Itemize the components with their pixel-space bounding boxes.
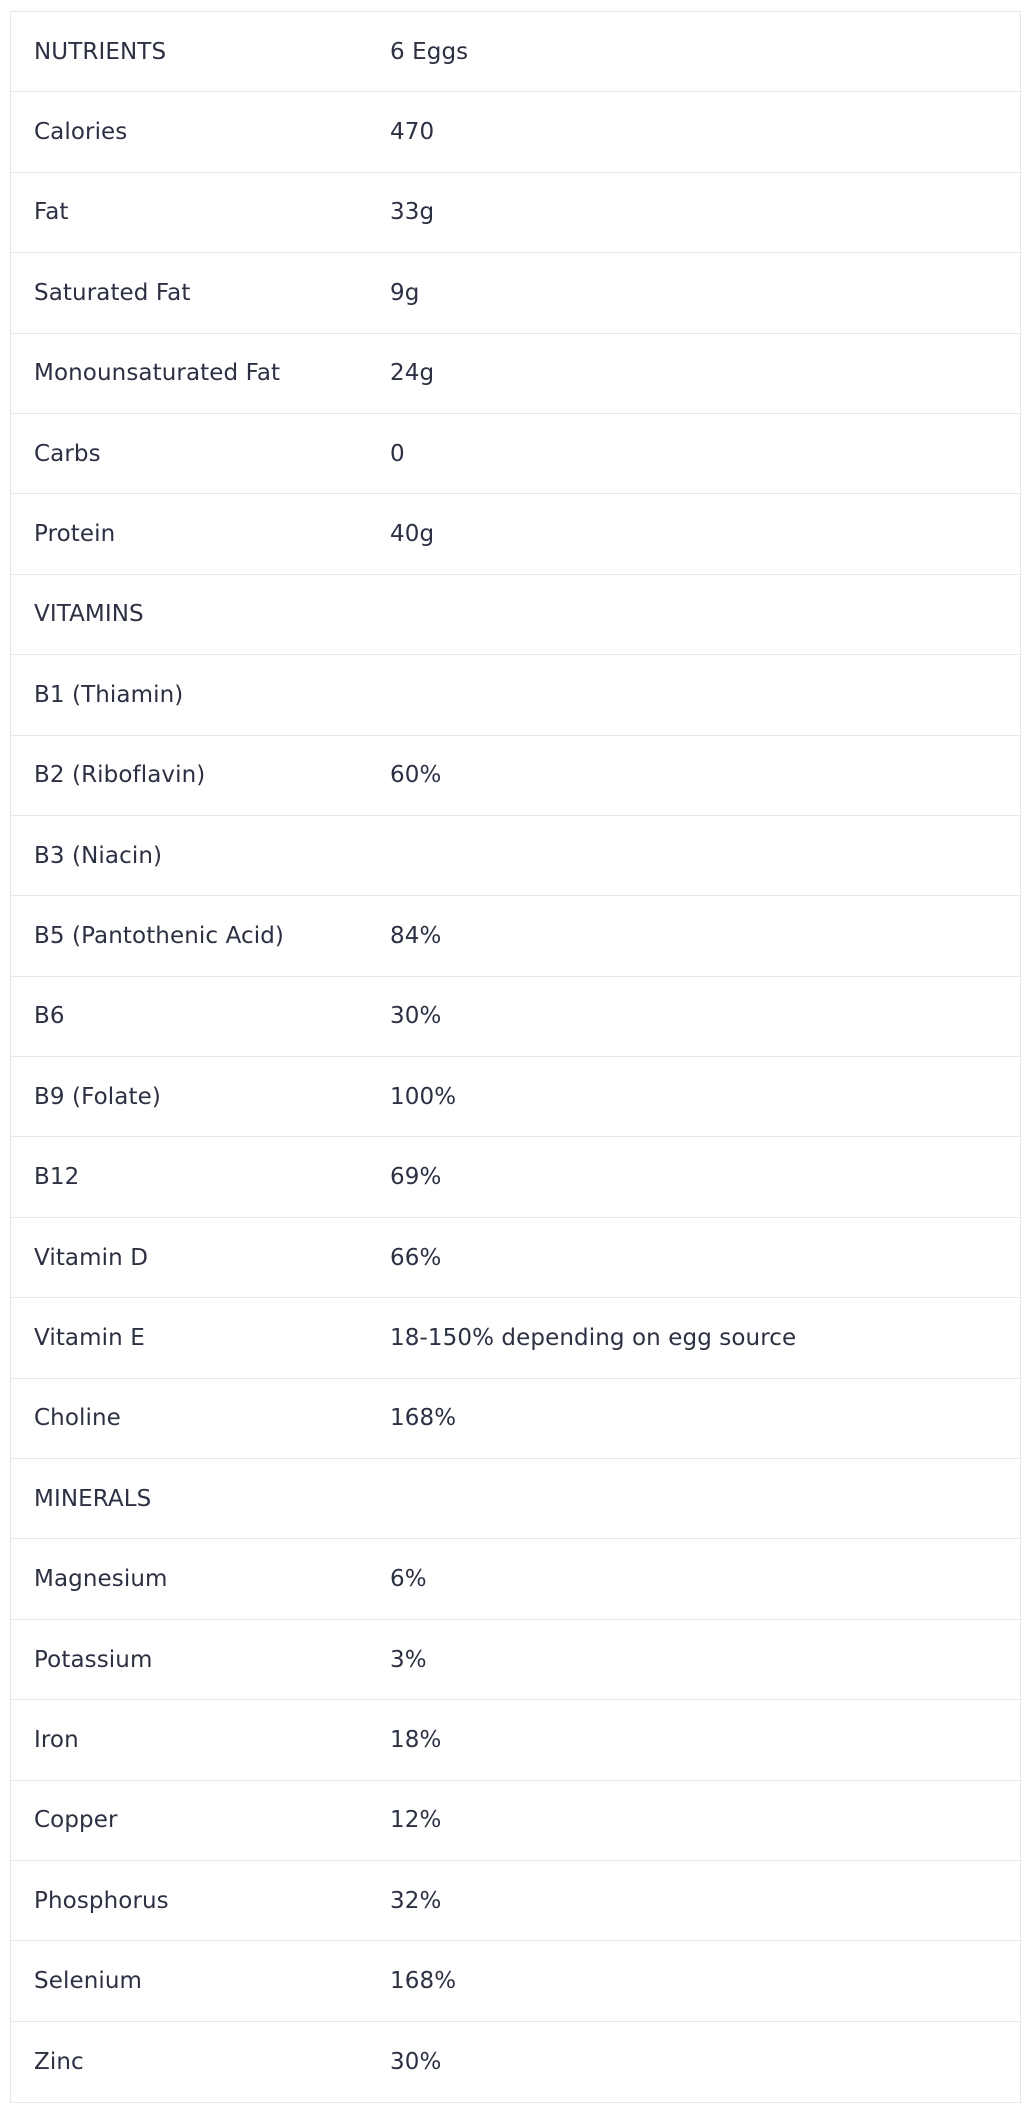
row-label: Zinc — [34, 2048, 84, 2075]
table-row — [11, 334, 1020, 414]
row-label: Vitamin E — [34, 1324, 145, 1351]
row-label: Selenium — [34, 1968, 143, 1995]
row-label: Carbs — [34, 440, 101, 467]
table-row — [11, 1218, 1020, 1298]
table-row — [11, 494, 1020, 574]
table-row — [11, 1459, 1020, 1539]
table-row — [11, 1941, 1020, 2021]
row-label: Saturated Fat — [34, 279, 191, 306]
table-row — [11, 655, 1020, 735]
table-row — [11, 816, 1020, 896]
row-value: 470 — [390, 119, 435, 146]
table-row — [11, 575, 1020, 655]
table-row — [11, 1379, 1020, 1459]
row-label: Monounsaturated Fat — [34, 360, 281, 387]
row-label: B3 (Niacin) — [34, 842, 163, 869]
table-row — [11, 1781, 1020, 1861]
nutrition-table — [10, 11, 1021, 2103]
table-row — [11, 1137, 1020, 1217]
table-row — [11, 1620, 1020, 1700]
row-label: Choline — [34, 1405, 121, 1432]
table-row — [11, 896, 1020, 976]
row-value: 168% — [390, 1405, 457, 1432]
row-label: Potassium — [34, 1646, 153, 1673]
table-row — [11, 1298, 1020, 1378]
row-value: 6% — [390, 1566, 427, 1593]
row-label: B5 (Pantothenic Acid) — [34, 922, 285, 949]
row-value: 30% — [390, 2048, 442, 2075]
row-label: Calories — [34, 119, 128, 146]
row-label: B2 (Riboflavin) — [34, 762, 206, 789]
row-value: 84% — [390, 922, 442, 949]
row-label: Copper — [34, 1807, 118, 1834]
table-row — [11, 92, 1020, 172]
row-value: 100% — [390, 1083, 457, 1110]
row-value: 69% — [390, 1164, 442, 1191]
table-row — [11, 253, 1020, 333]
table-row — [11, 977, 1020, 1057]
row-value: 12% — [390, 1807, 442, 1834]
row-label: B6 — [34, 1003, 65, 1030]
row-value: 6 Eggs — [390, 38, 469, 65]
table-row — [11, 2022, 1020, 2102]
row-label: B9 (Folate) — [34, 1083, 161, 1110]
row-label: Phosphorus — [34, 1887, 169, 1914]
table-row — [11, 1700, 1020, 1780]
row-label: NUTRIENTS — [34, 38, 167, 65]
row-value: 60% — [390, 762, 442, 789]
table-row — [11, 1861, 1020, 1941]
row-value: 3% — [390, 1646, 427, 1673]
row-label: B1 (Thiamin) — [34, 681, 184, 708]
row-value: 168% — [390, 1968, 457, 1995]
row-value: 30% — [390, 1003, 442, 1030]
row-label: Magnesium — [34, 1566, 168, 1593]
row-value: 24g — [390, 360, 435, 387]
table-row — [11, 173, 1020, 253]
row-label: Vitamin D — [34, 1244, 149, 1271]
table-row — [11, 12, 1020, 92]
row-value: 40g — [390, 521, 435, 548]
table-row — [11, 736, 1020, 816]
row-value: 32% — [390, 1887, 442, 1914]
row-label: MINERALS — [34, 1485, 152, 1512]
row-label: VITAMINS — [34, 601, 144, 628]
row-label: Protein — [34, 521, 116, 548]
row-value: 18% — [390, 1726, 442, 1753]
table-row — [11, 1539, 1020, 1619]
row-label: B12 — [34, 1164, 80, 1191]
row-label: Fat — [34, 199, 69, 226]
row-label: Iron — [34, 1726, 79, 1753]
table-row — [11, 1057, 1020, 1137]
table-row — [11, 414, 1020, 494]
row-value: 9g — [390, 279, 420, 306]
row-value: 66% — [390, 1244, 442, 1271]
row-value: 18-150% depending on egg source — [390, 1324, 797, 1351]
row-value: 0 — [390, 440, 405, 467]
row-value: 33g — [390, 199, 435, 226]
